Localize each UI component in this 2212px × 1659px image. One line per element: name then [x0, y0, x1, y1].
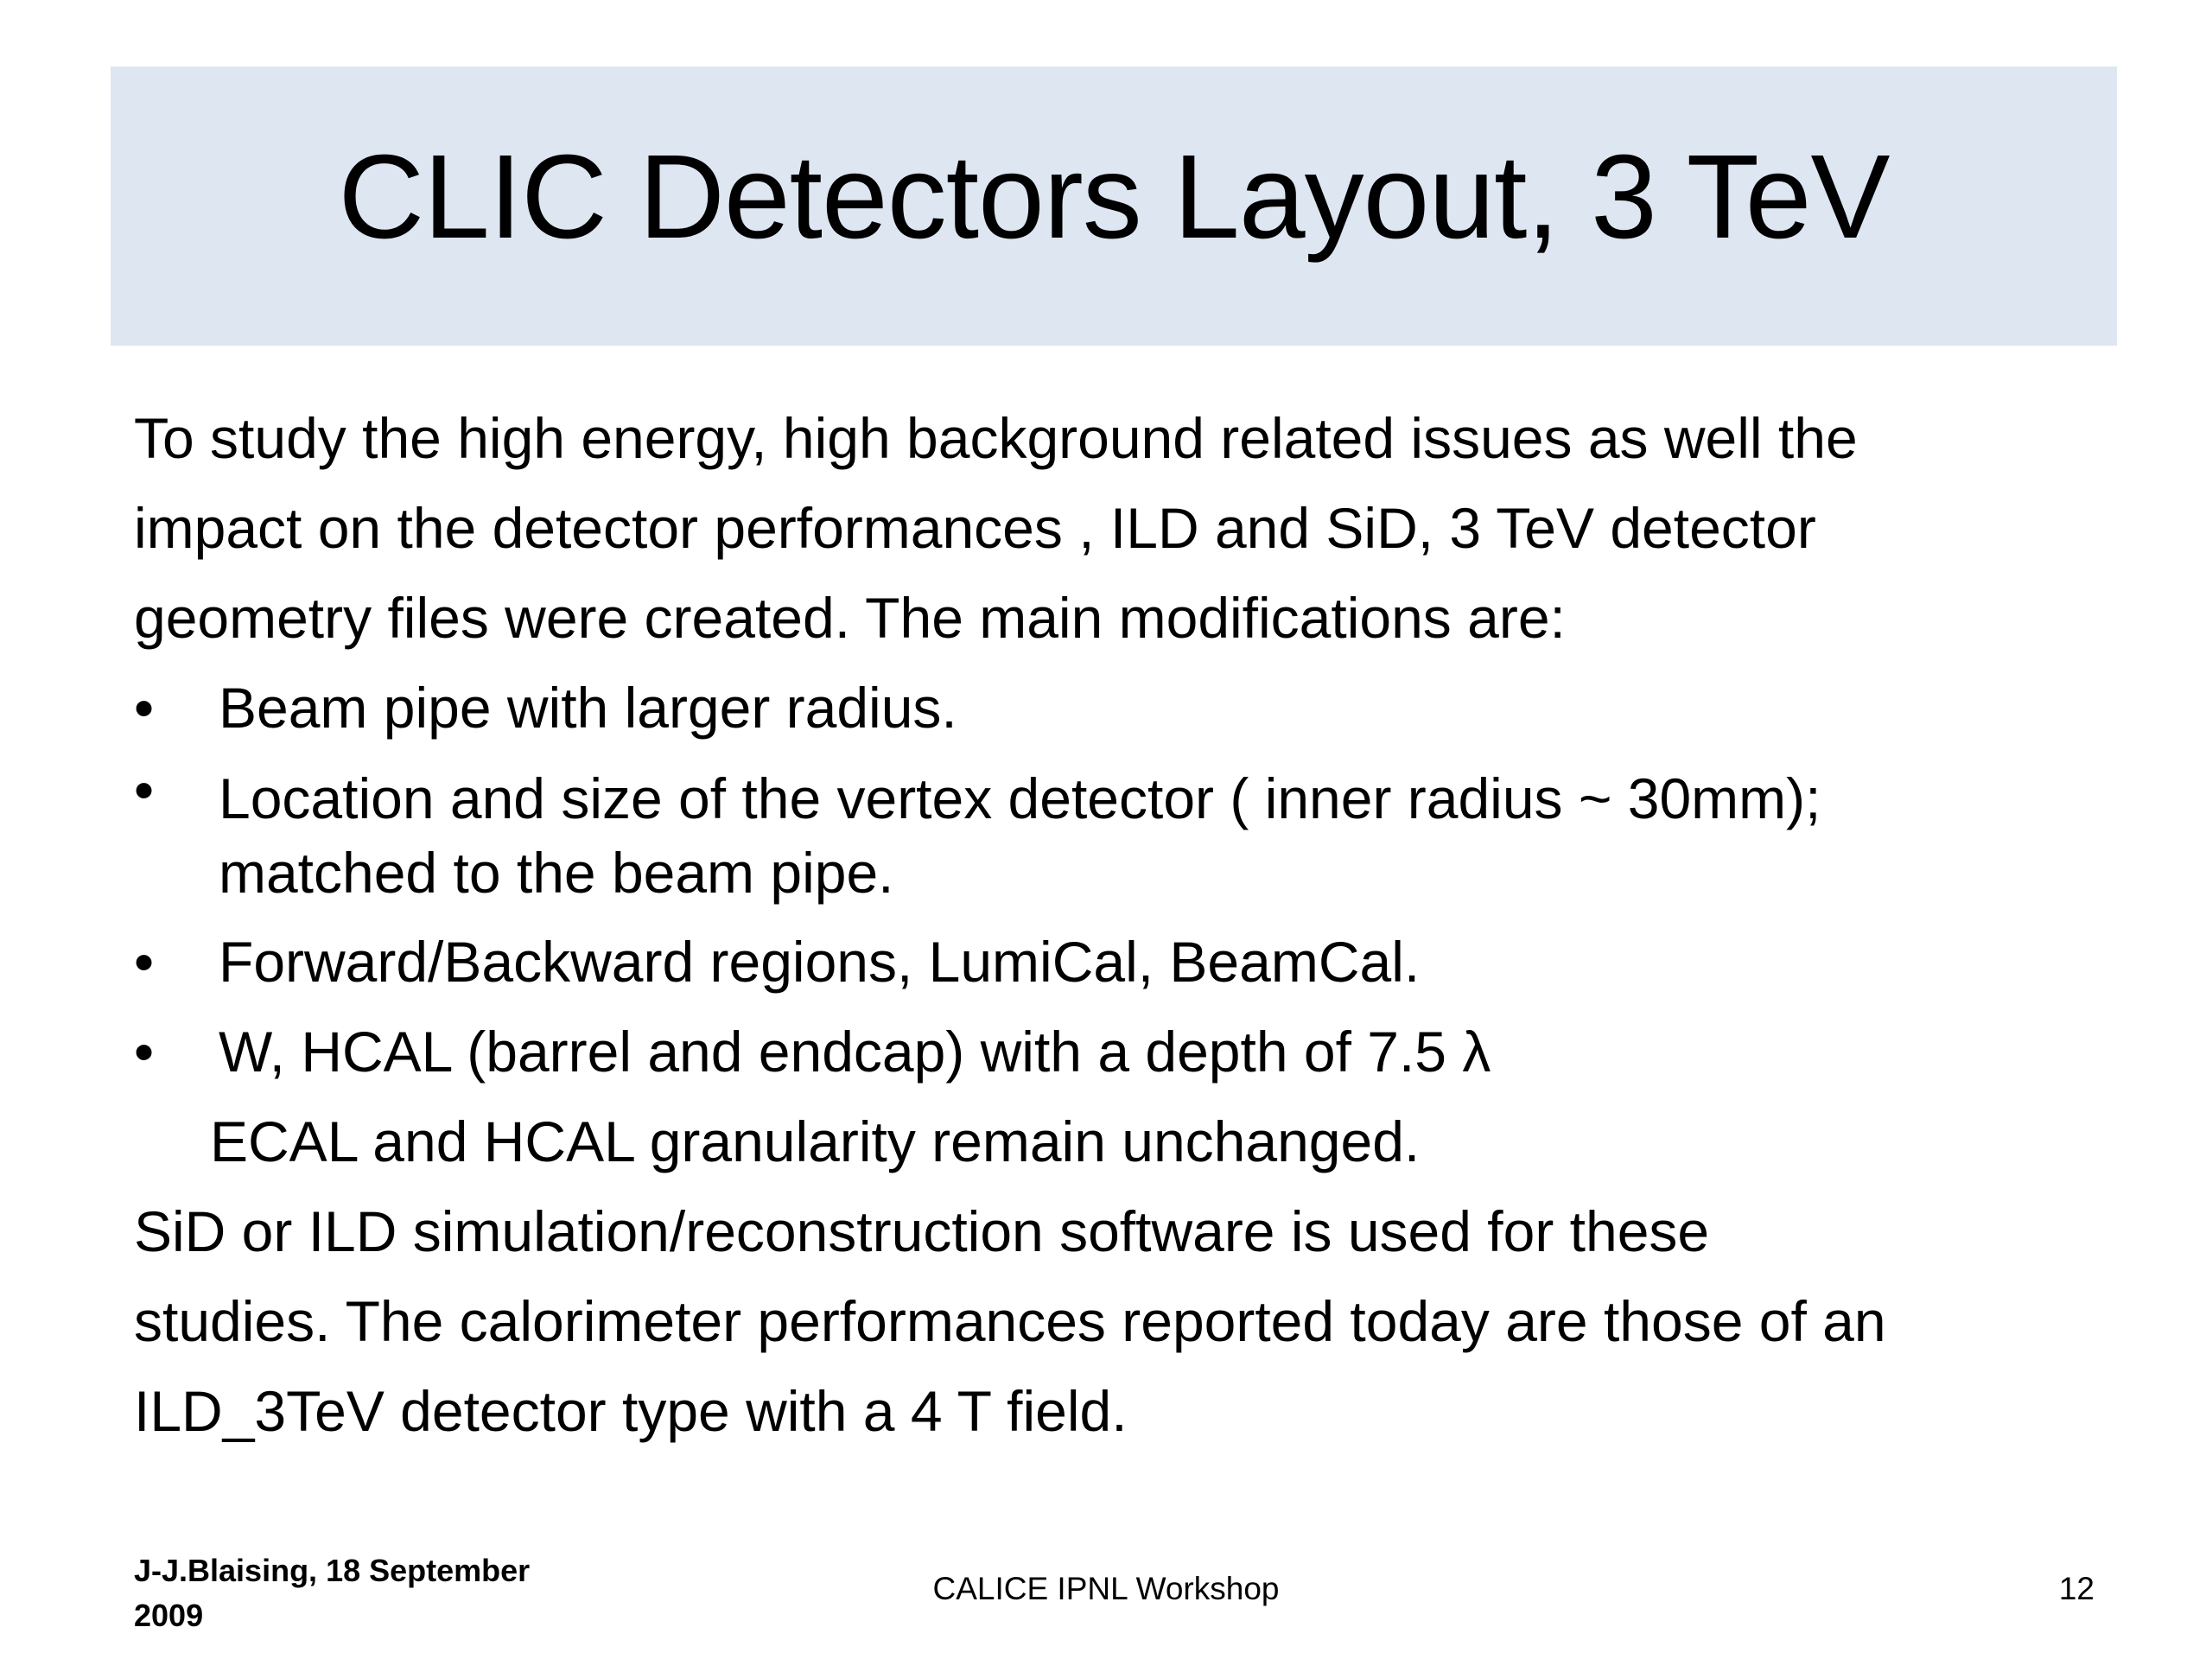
- bullet-dot-icon: •: [134, 930, 155, 994]
- bullet-item: [134, 917, 2121, 1007]
- intro-line: geometry files were created. The main modifications are:: [134, 586, 1566, 650]
- intro-line: impact on the detector performances , ILD and SiD, 3 TeV detector: [134, 496, 1816, 560]
- slide-body: [134, 393, 2121, 1456]
- closing-line: studies. The calorimeter performances reported today are those of an: [134, 1289, 1886, 1353]
- bullet-dot-icon: •: [134, 758, 155, 822]
- slide-title: CLIC Detectors Layout, 3 TeV: [338, 130, 1890, 264]
- bullet-item: [134, 753, 2121, 917]
- footer-author: J-J.Blaising, 18 September 2009: [134, 1553, 531, 1633]
- page-number: 12: [2058, 1571, 2094, 1606]
- granularity-note: ECAL and HCAL granularity remain unchanged.: [210, 1109, 1421, 1173]
- bullet-text-continuation: matched to the beam pipe.: [219, 841, 894, 905]
- intro-line: To study the high energy, high background related issues as well the: [134, 406, 1858, 470]
- bullet-item: [134, 1007, 2121, 1096]
- bullet-text: Forward/Backward regions, LumiCal, BeamCal.: [219, 930, 1421, 994]
- closing-line: ILD_3TeV detector type with a 4 T field.: [134, 1379, 1128, 1443]
- bullet-item: [134, 663, 2121, 753]
- title-bar: [111, 67, 2117, 346]
- bullet-list: [134, 663, 2121, 1096]
- bullet-dot-icon: •: [134, 1020, 155, 1084]
- closing-line: SiD or ILD simulation/reconstruction software is used for these: [134, 1199, 1710, 1263]
- bullet-dot-icon: •: [134, 676, 155, 740]
- bullet-text: Beam pipe with larger radius.: [219, 676, 957, 740]
- bullet-text: W, HCAL (barrel and endcap) with a depth of 7.5 λ: [219, 1020, 1491, 1084]
- footer-event: CALICE IPNL Workshop: [932, 1571, 1280, 1606]
- bullet-text: Location and size of the vertex detector ( inner radius ~ 30mm);: [219, 766, 1821, 830]
